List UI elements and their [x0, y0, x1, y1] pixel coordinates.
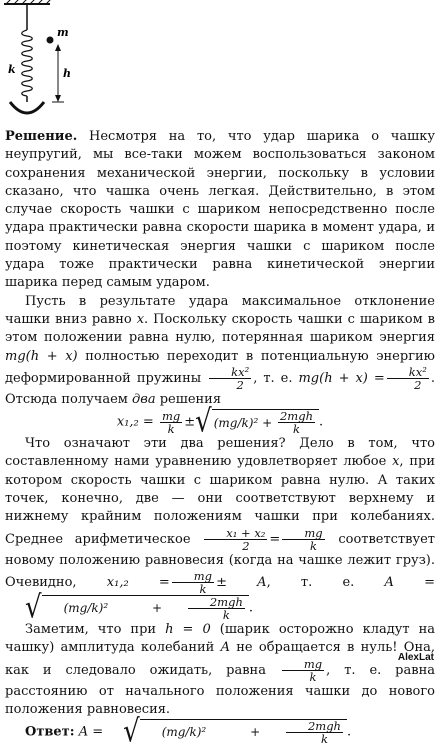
paragraph-3: Что означают эти два решения? Дело в том, что составленному нами уравнению удовлетворяет любое x, при котором скорость чашки с шариком равна нулю. А таких точек, конечно, две — они соответствуют верхнему и нижнему крайним положениям чашки при колебаниях. Среднее арифметическое $\frac{\text{x₁ + x₂}}{2}$ = $\frac{mg}{k}$ соответствует новому положению равновесия (когда на чашке лежит груз). Очевидно, x₁,₂ = $\frac{mg}{k}$ ± A, т. е. A = √ (mg/k)² + $\frac{\text{2mgh}}{k}$ . [5, 436, 435, 626]
formula-x12: x₁,₂ = $\frac{mg}{k}$ ± √ (mg/k)² + $\frac{\text{2mgh}}{k}$ . [116, 404, 324, 441]
paragraph-4: Заметим, что при h = 0 (шарик осторожно кладут на чашку) амплитуда колебаний A не обращается в нуль! Она, как и следовало ожидать, равна $\frac{mg}{k}$ , т. е. равна расстоянию от начального положения чашки до нового положения равновесия. [5, 621, 435, 717]
paragraph-1: Решение. Несмотря на то, что удар шарика о чашку неупругий, мы все-таки можем воспользоваться законом сохранения механической энергии, поскольку в условии сказано, что чашка очень легкая. Действительно, в этом случае скорость чашки с шариком непосредственно после удара практически равна скорости шарика в момент удара, и поэтому кинетическая энергия чашки с шариком после удара тоже практически равна кинетической энергии шарика перед самым ударом. [5, 129, 435, 291]
paragraph-2: Пусть в результате удара максимальное отклонение чашки вниз равно x. Поскольку скорость чашки с шариком в этом положении равна нулю, потерянная шариком энергия mg(h + x) полностью переходит в потенциальную энергию деформированной пружины $\frac{\text{kx²}}{2}$ , т. е. mg(h + x) = $\frac{\text{kx²}}{2}$ . Отсюда получаем два решения [5, 293, 435, 407]
solution-label: Решение. [5, 129, 78, 144]
label-k: k [8, 63, 16, 76]
label-h: h [63, 67, 71, 80]
solution-text [5, 128, 435, 750]
label-m: m [57, 26, 69, 39]
answer-label: Ответ: [25, 724, 75, 740]
fraction-kx2-2: $\frac{\text{kx²}}{2}$ [209, 366, 251, 391]
spring-cup-figure [0, 0, 120, 130]
ball [47, 37, 54, 44]
spring-coil [22, 30, 33, 96]
credit-watermark: AlexLat [397, 652, 434, 663]
answer-line: Ответ: A = √ (mg/k)² + $\frac{\text{2mgh}}{k}$ . [25, 714, 352, 750]
cup [10, 102, 44, 113]
